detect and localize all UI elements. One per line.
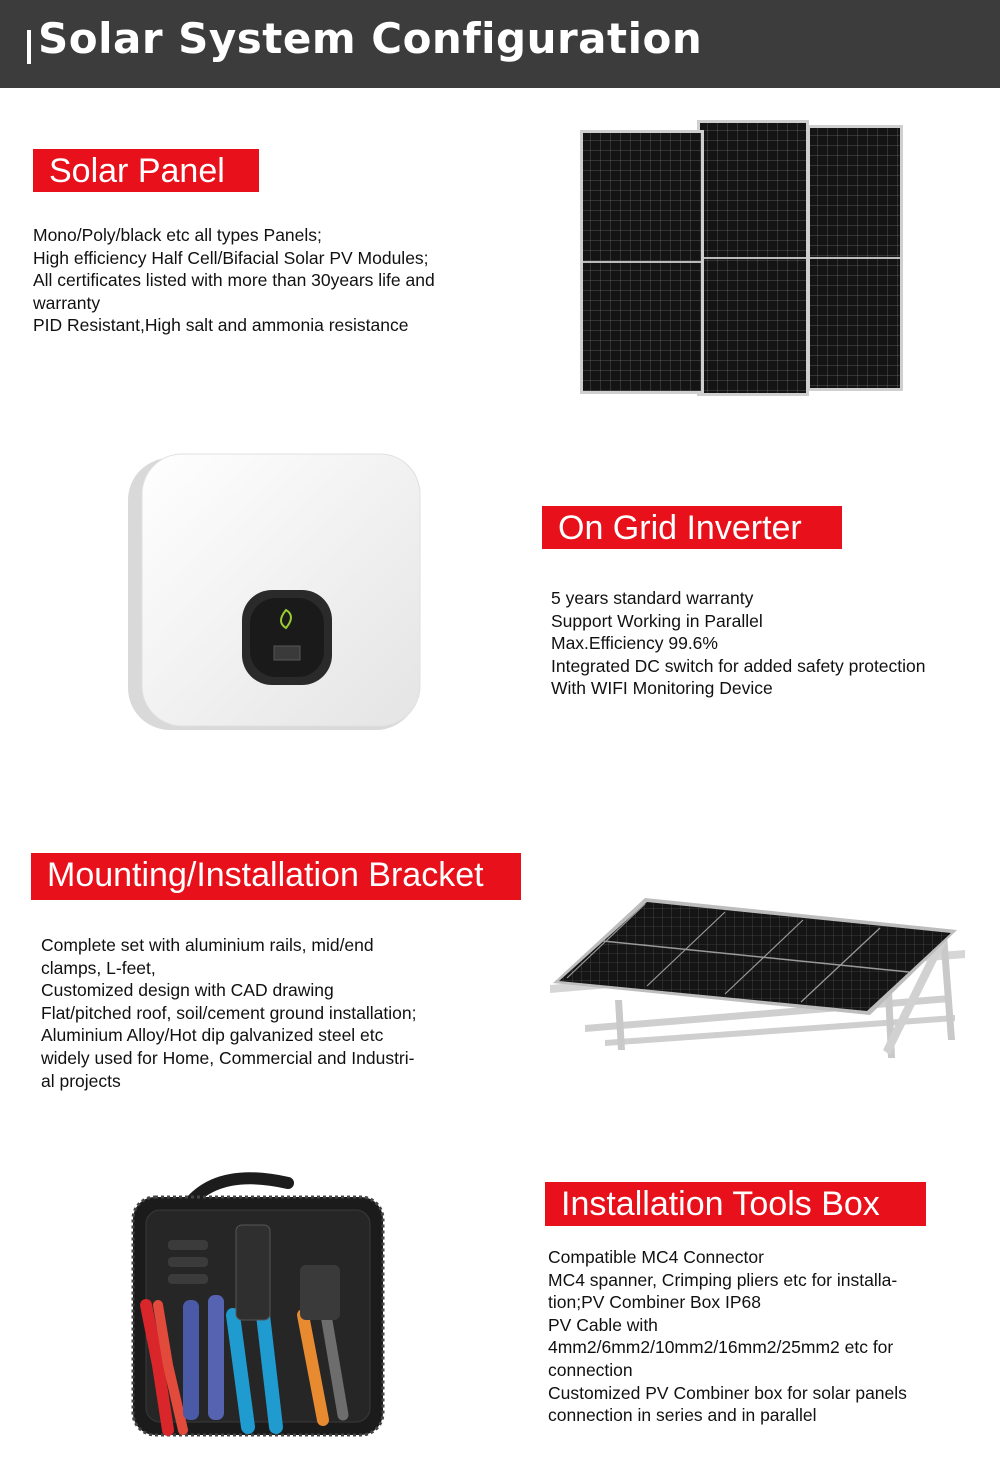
mounting-bracket-description bbox=[41, 934, 416, 1092]
desc-line: Flat/pitched roof, soil/cement ground installation; bbox=[41, 1002, 417, 1023]
tools-box-description bbox=[548, 1246, 907, 1427]
page-title: Solar System Configuration bbox=[38, 14, 703, 63]
tools-box-image bbox=[128, 1165, 388, 1440]
desc-line: MC4 spanner, Crimping pliers etc for installa- bbox=[548, 1269, 898, 1290]
desc-line: tion;PV Combiner Box IP68 bbox=[548, 1292, 762, 1313]
solar-panel-description bbox=[33, 224, 435, 337]
inverter-image bbox=[120, 450, 425, 740]
desc-line: Customized PV Combiner box for solar panels bbox=[548, 1382, 907, 1403]
desc-line: 4mm2/6mm2/10mm2/16mm2/25mm2 etc for bbox=[548, 1337, 894, 1358]
page-header bbox=[0, 0, 1000, 88]
desc-line: With WIFI Monitoring Device bbox=[551, 678, 773, 699]
desc-line: Customized design with CAD drawing bbox=[41, 980, 334, 1001]
desc-line: Mono/Poly/black etc all types Panels; bbox=[33, 225, 322, 245]
desc-line: PV Cable with bbox=[548, 1314, 658, 1335]
desc-line: Aluminium Alloy/Hot dip galvanized steel etc bbox=[41, 1025, 384, 1046]
desc-line: Complete set with aluminium rails, mid/end bbox=[41, 935, 374, 955]
desc-line: Integrated DC switch for added safety protection bbox=[551, 655, 926, 676]
desc-line: 5 years standard warranty bbox=[551, 588, 754, 608]
desc-line: Compatible MC4 Connector bbox=[548, 1247, 764, 1267]
tools-box-label: Installation Tools Box bbox=[545, 1182, 926, 1226]
desc-line: clamps, L-feet, bbox=[41, 957, 156, 978]
desc-line: Max.Efficiency 99.6% bbox=[551, 633, 718, 654]
mounting-bracket-image bbox=[545, 890, 970, 1075]
desc-line: widely used for Home, Commercial and Industri- bbox=[41, 1047, 415, 1068]
solar-panels-image bbox=[575, 115, 910, 400]
mounting-bracket-label: Mounting/Installation Bracket bbox=[31, 853, 521, 900]
desc-line: Support Working in Parallel bbox=[551, 610, 763, 631]
desc-line: PID Resistant,High salt and ammonia resistance bbox=[33, 315, 409, 336]
inverter-description bbox=[551, 587, 926, 700]
desc-line: al projects bbox=[41, 1070, 121, 1091]
header-accent-bar bbox=[27, 30, 31, 64]
desc-line: connection in series and in parallel bbox=[548, 1405, 817, 1426]
desc-line: warranty bbox=[33, 292, 101, 313]
desc-line: connection bbox=[548, 1359, 633, 1380]
solar-panel-label: Solar Panel bbox=[33, 149, 259, 192]
inverter-label: On Grid Inverter bbox=[542, 506, 842, 549]
desc-line: All certificates listed with more than 30years life and bbox=[33, 270, 435, 291]
desc-line: High efficiency Half Cell/Bifacial Solar PV Modules; bbox=[33, 247, 429, 268]
